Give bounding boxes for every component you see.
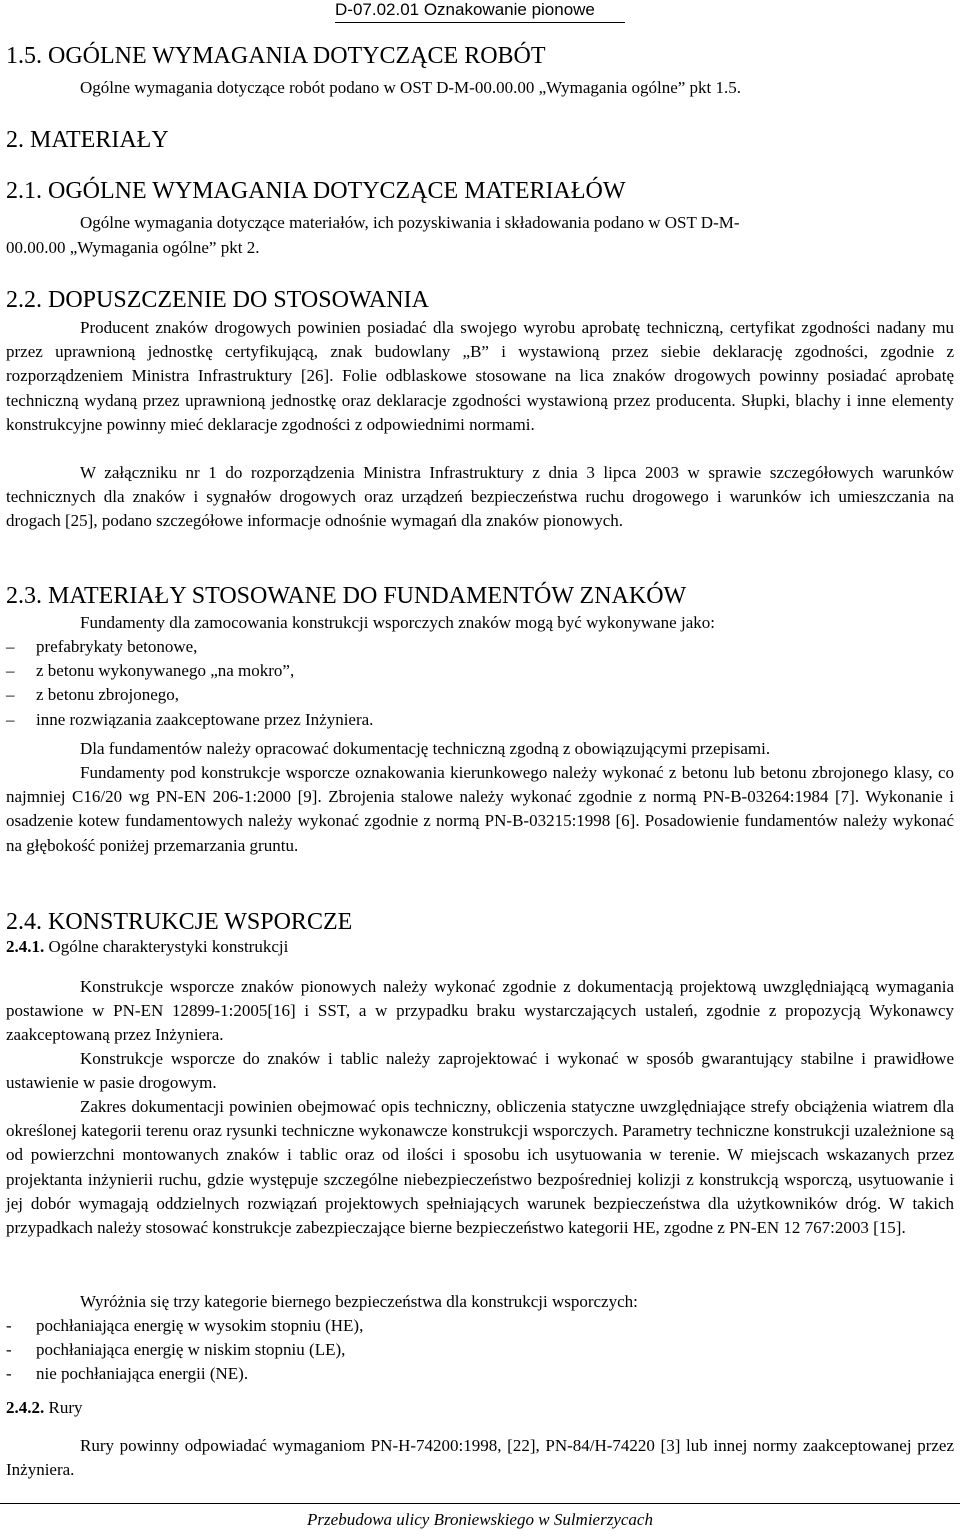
section-2-4-title: 2.4. KONSTRUKCJE WSPORCZE	[6, 909, 353, 935]
section-2-4-1-para-2: Konstrukcje wsporcze do znaków i tablic należy zaprojektować i wykonać w sposób gwarantujący stabilne i prawidłowe ustawienie w pasie drogowym.	[6, 1049, 954, 1093]
section-name: Rury	[48, 1398, 83, 1417]
header-rule	[335, 22, 625, 23]
list-item: - pochłaniająca energię w niskim stopniu (LE),	[6, 1338, 363, 1362]
page-header	[0, 0, 960, 26]
section-2-4-1-para-3: Zakres dokumentacji powinien obejmować opis techniczny, obliczenia statyczne uwzględniające strefy obciążenia wiatrem dla określonej kategorii terenu oraz rysunki techniczne wykonawcze konstrukcji wsporczych. Parametry techniczne konstrukcji uzależnione są od powierzchni montowanych znaków i tablic oraz od ilości i sposobu ich usytuowania w terenie. W miejscach wskazanych przez projektanta inżynierii ruchu, gdzie występuje szczególne niebezpieczeństwo bezpośredniej kolizji z konstrukcją wsporczą, usytuowanie i jej dobór wymagają oddzielnych rozwiązań projektowych spełniających warunek bezpieczeństwa dla użytkowników dróg. W takich przypadkach należy stosować konstrukcje zabezpieczające bierne bezpieczeństwo kategorii HE, zgodne z PN-EN 12 767:2003 [15].	[6, 1097, 954, 1238]
list-item: – z betonu zbrojonego,	[6, 683, 373, 707]
foundation-types-list	[6, 635, 373, 732]
section-1-5-title: 1.5. OGÓLNE WYMAGANIA DOTYCZĄCE ROBÓT	[6, 43, 546, 69]
list-item: – inne rozwiązania zaakceptowane przez Inżyniera.	[6, 708, 373, 732]
section-2-title: 2. MATERIAŁY	[6, 127, 169, 153]
list-marker: -	[6, 1316, 12, 1335]
list-marker: –	[6, 661, 15, 681]
section-2-2-para-1: Producent znaków drogowych powinien posiadać dla swojego wyrobu aprobatę techniczną, certyfikat zgodności nadany mu przez uprawnioną jednostkę certyfikującą, znak budowlany „B” i wystawioną przez siebie deklarację zgodności, zgodnie z rozporządzeniem Ministra Infrastruktury [26]. Folie odblaskowe stosowane na lica znaków drogowych powinny posiadać aprobatę techniczną wydaną przez uprawnioną jednostkę oraz deklaracje zgodności wystawioną przez producenta. Słupki, blachy i inne elementy konstrukcyjne powinny mieć deklaracje zgodności z odpowiednimi normami.	[6, 318, 954, 434]
section-2-1-line2: 00.00.00 „Wymagania ogólne” pkt 2.	[6, 238, 260, 257]
section-2-4-2-para-1: Rury powinny odpowiadać wymaganiom PN-H-74200:1998, [22], PN-84/H-74220 [3] lub innej normy zaakceptowanej przez Inżyniera.	[6, 1436, 954, 1480]
list-marker: -	[6, 1340, 12, 1360]
list-marker: -	[6, 1364, 12, 1384]
list-item: – prefabrykaty betonowe,	[6, 635, 373, 659]
section-2-4-2-title	[6, 1397, 83, 1419]
section-1-5-text: Ogólne wymagania dotyczące robót podano w OST D-M-00.00.00 „Wymagania ogólne” pkt 1.5.	[80, 78, 742, 97]
section-2-4-1-para-4: Wyróżnia się trzy kategorie biernego bezpieczeństwa dla konstrukcji wsporczych:	[80, 1292, 638, 1311]
doc-code: D-07.02.01 Oznakowanie pionowe	[335, 0, 595, 19]
section-2-2-title: 2.2. DOPUSZCZENIE DO STOSOWANIA	[6, 287, 429, 313]
section-2-1-title: 2.1. OGÓLNE WYMAGANIA DOTYCZĄCE MATERIAŁÓW	[6, 178, 626, 204]
section-2-3-para-2: Dla fundamentów należy opracować dokumentację techniczną zgodną z obowiązującymi przepisami.	[80, 739, 771, 758]
section-number: 2.4.1.	[6, 937, 45, 956]
list-item: - nie pochłaniająca energii (NE).	[6, 1362, 363, 1386]
list-item: - pochłaniająca energię w wysokim stopniu (HE),	[6, 1314, 363, 1338]
page-footer: Przebudowa ulicy Broniewskiego w Sulmierzycach	[307, 1510, 653, 1529]
list-item: – z betonu wykonywanego „na mokro”,	[6, 659, 373, 683]
section-2-1-line1: Ogólne wymagania dotyczące materiałów, ich pozyskiwania i składowania podano w OST D-M-	[80, 213, 740, 232]
footer-rule	[0, 1503, 960, 1504]
section-2-4-1-title	[6, 936, 288, 958]
list-marker: –	[6, 637, 15, 656]
safety-categories-list	[6, 1314, 363, 1387]
section-name: Ogólne charakterystyki konstrukcji	[48, 937, 289, 956]
section-number: 2.4.2.	[6, 1398, 45, 1417]
section-2-3-para-3: Fundamenty pod konstrukcje wsporcze oznakowania kierunkowego należy wykonać z betonu lub betonu zbrojonego klasy, co najmniej C16/20 wg PN-EN 206-1:2000 [9]. Zbrojenia stalowe należy wykonać zgodnie z normą PN-B-03264:1984 [7]. Wykonanie i osadzenie kotew fundamentowych należy wykonać zgodnie z normą PN-B-03215:1998 [6]. Posadowienie fundamentów należy wykonać na głębokość poniżej przemarzania gruntu.	[6, 763, 954, 855]
section-2-3-title: 2.3. MATERIAŁY STOSOWANE DO FUNDAMENTÓW ZNAKÓW	[6, 583, 687, 609]
section-2-4-1-para-1: Konstrukcje wsporcze znaków pionowych należy wykonać zgodnie z dokumentacją projektową uwzględniającą wymagania postawione w PN-EN 12899-1:2005[16] i SST, a w przypadku braku wystarczających ustaleń, zgodnie z propozycją Wykonawcy zaakceptowaną przez Inżyniera.	[6, 977, 954, 1045]
list-marker: –	[6, 685, 15, 705]
list-marker: –	[6, 709, 15, 729]
section-2-2-para-2: W załączniku nr 1 do rozporządzenia Ministra Infrastruktury z dnia 3 lipca 2003 w sprawie szczegółowych warunków technicznych dla znaków i sygnałów drogowych oraz urządzeń bezpieczeństwa ruchu drogowego i warunków ich umieszczania na drogach [25], podano szczegółowe informacje odnośnie wymagań dla znaków pionowych.	[6, 463, 954, 531]
section-2-3-intro: Fundamenty dla zamocowania konstrukcji wsporczych znaków mogą być wykonywane jako:	[80, 613, 715, 632]
